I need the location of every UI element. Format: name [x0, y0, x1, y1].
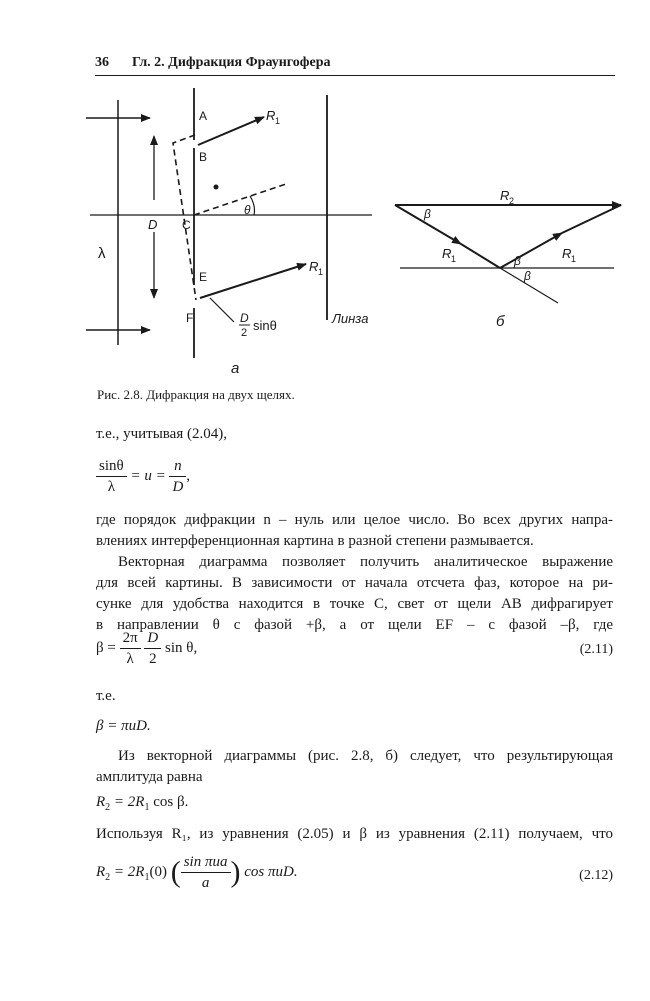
equation-3: β = πuD. — [96, 718, 151, 734]
label-r1-top: R — [266, 108, 276, 123]
label-theta: θ — [244, 203, 251, 217]
label-r1-bottom: R — [309, 259, 319, 274]
label-d-over-2-num: D — [240, 311, 249, 325]
page-number: 36 — [95, 55, 109, 70]
label-sin-theta: sinθ — [253, 318, 277, 333]
label-r2-sub: 2 — [509, 196, 515, 206]
paragraph-6: Используя R₁, из уравнения (2.05) и β из уравнения (2.11) получаем, что — [96, 826, 613, 842]
label-beta-upper: β — [514, 254, 521, 268]
equation-number-2-11: (2.11) — [579, 642, 613, 657]
label-beta-top: β — [424, 207, 431, 221]
label-a: A — [199, 109, 208, 123]
label-r1-right: R — [562, 246, 572, 261]
dot-marker — [214, 185, 219, 190]
label-f: F — [186, 311, 194, 325]
label-r2: R — [500, 188, 510, 203]
equation-1: $\frac{\sin\theta}{\lambda}$ = u = $\frac{n}{D}$ , — [96, 456, 190, 497]
page-header — [95, 55, 615, 76]
label-lens: Линза — [332, 311, 369, 326]
label-d-over-2-den: 2 — [241, 327, 248, 339]
label-r1-top-sub: 1 — [275, 116, 281, 126]
label-lambda: λ — [98, 245, 106, 262]
label-panel-a: а — [231, 360, 240, 377]
running-title: Гл. 2. Дифракция Фраунгофера — [132, 55, 331, 70]
diffracted-direction-dashed — [194, 184, 286, 215]
label-panel-b: б — [496, 313, 505, 330]
paragraph-5: Из векторной диаграммы (рис. 2.8, б) следует, что результирующая амплитуда равна — [96, 748, 613, 785]
label-r1-left-sub: 1 — [451, 254, 457, 264]
label-e: E — [199, 270, 208, 284]
label-r1-bottom-sub: 1 — [318, 267, 324, 277]
vector-r1-right-continued — [562, 205, 621, 233]
theta-arc — [250, 196, 255, 215]
figure-caption: Рис. 2.8. Дифракция на двух щелях. — [97, 387, 295, 402]
equation-number-2-12: (2.12) — [579, 868, 613, 883]
d-sin-theta-leader — [210, 298, 234, 322]
panel-a — [86, 88, 372, 358]
panel-b-labels — [423, 188, 576, 330]
paragraph-1: т.е., учитывая (2.04), — [96, 426, 227, 442]
figure-2-8 — [0, 80, 650, 385]
label-d: D — [148, 217, 158, 232]
paragraph-4: т.е. — [96, 688, 116, 704]
ray-r1-top — [198, 117, 264, 145]
paragraph-3: Векторная диаграмма позволяет получить аналитическое выражение для всей картины. В зависимости от начала отсчета фаз, которое на ри- сунке для удобства находится в точке C, свет от щели AB дифрагирует в направлении θ с фазой +β, а от щели EF – с фазой –β, где — [96, 554, 613, 633]
label-b: B — [199, 150, 208, 164]
label-r1-left: R — [442, 246, 452, 261]
equation-5: $R_2 = 2R_1(0)$ ( $\frac{\text{sin πua}}{a}$ ) cos πuD. (2.12) — [96, 854, 613, 891]
equation-2: β = $\frac{2\pi}{\lambda}$ $\frac{D}{2}$ sin θ, (2.11) — [96, 630, 613, 667]
ray-r1-bottom — [200, 264, 306, 298]
label-beta-lower: β — [524, 269, 531, 283]
vector-r1-left-continued — [461, 244, 500, 268]
equation-4: $R_2 = 2R_1$ cos β. — [96, 794, 189, 813]
label-r1-right-sub: 1 — [571, 254, 577, 264]
label-c: C — [182, 218, 191, 232]
paragraph-2: где порядок дифракции n – нуль или целое число. Во всех других напра- влениях интерференционная картина в разной степени размывается. — [96, 512, 613, 549]
vector-r1-right — [500, 233, 562, 268]
